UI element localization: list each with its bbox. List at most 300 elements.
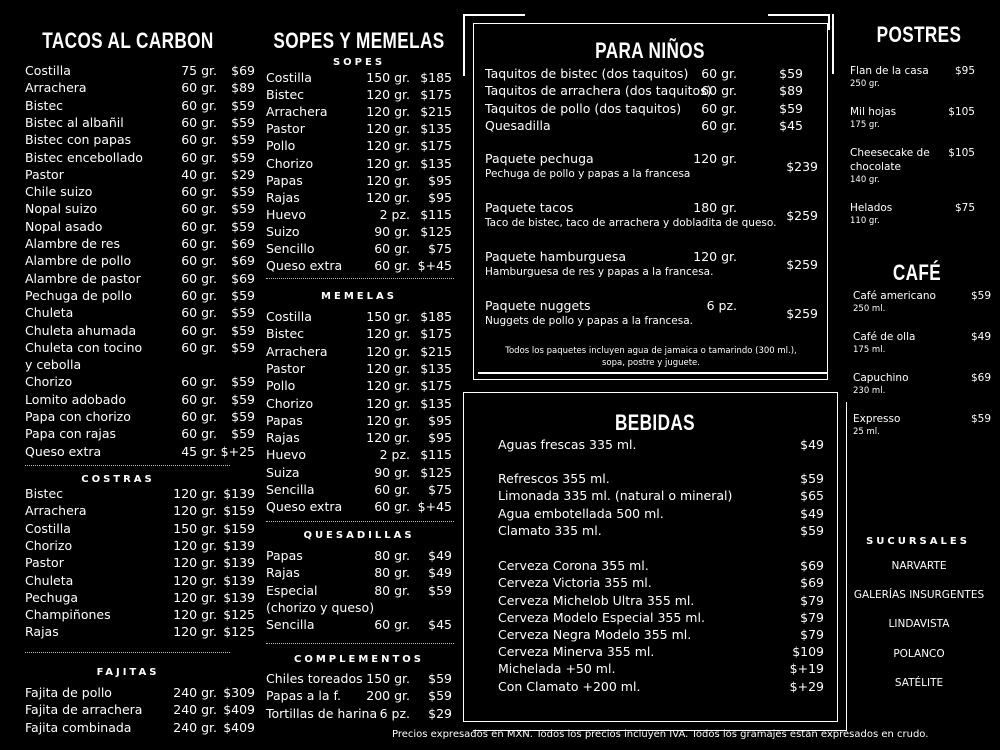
item-weight: 120 gr. bbox=[173, 555, 217, 571]
package-weight: 120 gr. bbox=[693, 249, 737, 264]
menu-item bbox=[25, 253, 255, 269]
menu-item bbox=[25, 201, 255, 217]
package-price: $239 bbox=[786, 159, 818, 174]
menu-item bbox=[25, 444, 255, 460]
item-name: Quesadilla bbox=[485, 117, 551, 133]
item-price: $59 bbox=[231, 97, 255, 113]
menu-item bbox=[25, 555, 255, 571]
item-weight: 60 gr. bbox=[181, 132, 217, 148]
dessert-weight: 250 gr. bbox=[850, 79, 880, 89]
item-weight: 120 gr. bbox=[173, 589, 217, 605]
drink-item bbox=[498, 488, 824, 504]
item-price: $+45 bbox=[417, 499, 452, 515]
item-name: Suizo bbox=[266, 223, 300, 239]
item-name: Queso extra bbox=[25, 443, 102, 459]
item-price: $135 bbox=[420, 155, 452, 171]
item-price: $185 bbox=[420, 309, 452, 324]
item-price: $59 bbox=[231, 374, 255, 390]
item-price: $215 bbox=[420, 104, 452, 120]
item-price: $59 bbox=[231, 287, 255, 303]
item-name: Chorizo bbox=[266, 155, 314, 171]
dessert-weight: 175 gr. bbox=[850, 120, 880, 130]
item-price: $59 bbox=[231, 391, 255, 407]
footer-note: Precios expresados en MXN. Todos los precios incluyen IVA. Todos los gramajes estan expresados en crudo. bbox=[392, 729, 929, 740]
item-name: Pastor bbox=[25, 166, 64, 182]
menu-item bbox=[266, 706, 452, 722]
item-weight: 80 gr. bbox=[374, 548, 410, 563]
subsection-complementos: COMPLEMENTOS bbox=[294, 654, 424, 665]
drink-item bbox=[498, 679, 824, 695]
menu-item bbox=[25, 305, 255, 321]
item-weight: 120 gr. bbox=[173, 572, 217, 588]
ninos-note: sopa, postre y juguete. bbox=[602, 358, 700, 368]
item-weight: 60 gr. bbox=[181, 218, 217, 234]
item-weight: 120 gr. bbox=[173, 503, 217, 519]
section-title-cafe: CAFÉ bbox=[892, 260, 942, 285]
package-name: Paquete nuggets bbox=[485, 298, 591, 313]
menu-item bbox=[25, 374, 255, 390]
item-price: $+45 bbox=[417, 258, 452, 274]
item-weight: 120 gr. bbox=[366, 360, 410, 376]
item-price: $59 bbox=[231, 426, 255, 442]
menu-item bbox=[266, 671, 452, 687]
item-name: Sencilla bbox=[266, 617, 315, 633]
ninos-note: Todos los paquetes incluyen agua de jamaica o tamarindo (300 ml.), bbox=[505, 346, 797, 356]
item-name: Alambre de res bbox=[25, 236, 120, 251]
coffee-name: Café americano bbox=[853, 290, 936, 302]
item-name: Huevo bbox=[266, 447, 307, 463]
menu-item bbox=[266, 224, 452, 240]
item-price: $139 bbox=[223, 589, 255, 605]
package-name: Paquete hamburguesa bbox=[485, 249, 627, 264]
item-price: $159 bbox=[223, 503, 255, 519]
package-desc: Hamburguesa de res y papas a la francesa. bbox=[485, 266, 714, 278]
item-price: $29 bbox=[231, 166, 255, 182]
item-price: $409 bbox=[223, 702, 255, 718]
drink-price: $69 bbox=[800, 575, 824, 590]
item-name: Pollo bbox=[266, 378, 296, 394]
menu-item bbox=[25, 132, 255, 148]
menu-item bbox=[25, 184, 255, 200]
item-weight: 60 gr. bbox=[181, 236, 217, 251]
item-name: Pastor bbox=[266, 121, 305, 137]
item-weight: 60 gr. bbox=[181, 80, 217, 96]
item-weight: 120 gr. bbox=[173, 624, 217, 640]
item-price: $139 bbox=[223, 572, 255, 588]
drink-price: $+19 bbox=[789, 661, 824, 676]
item-weight: 80 gr. bbox=[374, 565, 410, 581]
item-name: Papas bbox=[266, 172, 303, 188]
coffee-size: 250 ml. bbox=[853, 304, 886, 314]
drink-name: Agua embotellada 500 ml. bbox=[498, 506, 664, 521]
coffee-size: 25 ml. bbox=[853, 427, 880, 437]
item-price: $29 bbox=[428, 705, 452, 721]
package-desc: Taco de bistec, taco de arrachera y dobladita de queso. bbox=[485, 217, 777, 229]
menu-item bbox=[485, 118, 803, 134]
item-name: Sencilla bbox=[266, 482, 315, 497]
item-name: Champiñones bbox=[25, 607, 111, 623]
package-price: $259 bbox=[786, 208, 818, 223]
menu-item bbox=[266, 241, 452, 257]
package-desc: Pechuga de pollo y papas a la francesa bbox=[485, 168, 691, 180]
item-price: $95 bbox=[428, 430, 452, 446]
item-weight: 150 gr. bbox=[366, 309, 410, 324]
section-title-tacos: TACOS AL CARBON bbox=[42, 28, 214, 53]
item-weight: 6 pz. bbox=[379, 705, 410, 721]
dessert-price: $105 bbox=[948, 106, 975, 118]
item-weight: 120 gr. bbox=[366, 104, 410, 120]
item-weight: 60 gr. bbox=[181, 97, 217, 113]
item-name: Queso extra bbox=[266, 499, 343, 515]
item-name: Chuleta ahumada bbox=[25, 322, 137, 338]
item-weight: 60 gr. bbox=[701, 100, 737, 116]
drink-item bbox=[498, 627, 824, 643]
item-name: Fajita de arrachera bbox=[25, 702, 143, 718]
section-title-postres: POSTRES bbox=[876, 22, 962, 47]
item-price: $75 bbox=[428, 241, 452, 256]
menu-item bbox=[266, 87, 452, 103]
item-weight: 60 gr. bbox=[181, 270, 217, 286]
item-name: Lomito adobado bbox=[25, 391, 126, 407]
drink-item bbox=[498, 523, 824, 539]
item-weight: 60 gr. bbox=[374, 499, 410, 515]
menu-item bbox=[25, 115, 255, 131]
menu-item bbox=[485, 101, 803, 117]
item-weight: 150 gr. bbox=[366, 671, 410, 686]
menu-item bbox=[266, 482, 452, 498]
subsection-sucursales: SUCURSALES bbox=[866, 536, 970, 547]
item-name: Arrachera bbox=[25, 80, 87, 96]
menu-item bbox=[25, 624, 255, 640]
item-price: $59 bbox=[231, 305, 255, 321]
item-price: $409 bbox=[223, 719, 255, 735]
item-name: Costilla bbox=[25, 63, 71, 78]
menu-item bbox=[25, 426, 255, 442]
menu-item bbox=[266, 207, 452, 223]
item-price: $69 bbox=[231, 63, 255, 78]
coffee-size: 230 ml. bbox=[853, 386, 886, 396]
item-price: $69 bbox=[231, 253, 255, 269]
menu-item bbox=[25, 573, 255, 589]
item-price: $95 bbox=[428, 189, 452, 205]
item-weight: 60 gr. bbox=[181, 305, 217, 321]
menu-item bbox=[266, 378, 452, 394]
item-weight: 120 gr. bbox=[173, 607, 217, 623]
dessert-name: Helados bbox=[850, 202, 893, 214]
item-price: $135 bbox=[420, 360, 452, 376]
branch-name: LINDAVISTA bbox=[888, 618, 950, 630]
item-weight: 240 gr. bbox=[173, 702, 217, 718]
menu-item bbox=[25, 685, 255, 701]
menu-item bbox=[266, 70, 452, 86]
menu-item bbox=[266, 361, 452, 377]
item-name: Papa con rajas bbox=[25, 426, 117, 442]
item-name: Especial bbox=[266, 582, 318, 598]
menu-item bbox=[266, 499, 452, 515]
drink-price: $49 bbox=[800, 437, 824, 452]
item-name: Sencillo bbox=[266, 241, 315, 256]
item-weight: 60 gr. bbox=[181, 322, 217, 338]
section-title-bebidas: BEBIDAS bbox=[615, 410, 695, 435]
item-price: $59 bbox=[231, 184, 255, 200]
item-price: $59 bbox=[428, 688, 452, 704]
item-price: $95 bbox=[428, 412, 452, 428]
dessert-price: $75 bbox=[954, 202, 975, 214]
dotted-divider bbox=[25, 465, 230, 466]
item-weight: 90 gr. bbox=[374, 464, 410, 480]
item-price: $69 bbox=[231, 236, 255, 251]
item-price: $59 bbox=[779, 66, 803, 81]
item-price: $139 bbox=[223, 537, 255, 553]
item-name: Chorizo bbox=[266, 395, 314, 411]
dessert-price: $105 bbox=[948, 147, 975, 159]
branch-name: NARVARTE bbox=[891, 560, 947, 572]
drink-name: Refrescos 355 ml. bbox=[498, 471, 610, 486]
package-weight: 180 gr. bbox=[693, 200, 737, 215]
dotted-divider bbox=[266, 521, 454, 522]
menu-item bbox=[266, 688, 452, 704]
drink-name: Cerveza Negra Modelo 355 ml. bbox=[498, 627, 692, 642]
dessert-name: Mil hojas bbox=[850, 106, 897, 118]
dotted-divider bbox=[266, 643, 454, 644]
item-price: $59 bbox=[231, 149, 255, 165]
item-weight: 120 gr. bbox=[366, 395, 410, 411]
menu-item bbox=[266, 121, 452, 137]
item-price: $59 bbox=[428, 582, 452, 598]
menu-item bbox=[25, 357, 255, 373]
item-name: Taquitos de arrachera (dos taquitos) bbox=[485, 83, 712, 99]
menu-item bbox=[25, 607, 255, 623]
item-weight: 60 gr. bbox=[374, 617, 410, 633]
dessert-weight: 140 gr. bbox=[850, 175, 880, 185]
menu-item bbox=[25, 150, 255, 166]
item-name: Arrachera bbox=[25, 503, 87, 519]
item-weight: 120 gr. bbox=[366, 121, 410, 137]
item-name: Papa con chorizo bbox=[25, 409, 131, 424]
menu-item bbox=[266, 465, 452, 481]
item-price: $135 bbox=[420, 121, 452, 137]
item-price: $69 bbox=[231, 270, 255, 286]
menu-item bbox=[485, 83, 803, 99]
menu-item bbox=[25, 702, 255, 718]
item-price: $45 bbox=[779, 117, 803, 133]
drink-item bbox=[498, 506, 824, 522]
item-weight: 60 gr. bbox=[181, 426, 217, 442]
item-name: Tortillas de harina bbox=[266, 705, 378, 721]
menu-item bbox=[266, 447, 452, 463]
item-weight: 60 gr. bbox=[701, 117, 737, 133]
item-name: Fajita combinada bbox=[25, 719, 132, 735]
menu-item bbox=[25, 271, 255, 287]
drink-price: $65 bbox=[800, 488, 824, 503]
item-weight: 60 gr. bbox=[181, 339, 217, 355]
menu-item bbox=[266, 326, 452, 342]
drink-name: Cerveza Michelob Ultra 355 ml. bbox=[498, 593, 695, 608]
item-name: Chuleta con tocino bbox=[25, 339, 143, 355]
item-name: Chuleta bbox=[25, 305, 74, 321]
item-weight: 120 gr. bbox=[366, 172, 410, 188]
item-price: $59 bbox=[231, 201, 255, 217]
drink-name: Cerveza Modelo Especial 355 ml. bbox=[498, 610, 705, 625]
item-weight: 120 gr. bbox=[366, 87, 410, 103]
item-weight: 60 gr. bbox=[181, 149, 217, 165]
menu-item bbox=[25, 98, 255, 114]
menu-item bbox=[25, 409, 255, 425]
menu-item bbox=[25, 486, 255, 502]
menu-item bbox=[25, 63, 255, 79]
coffee-name: Café de olla bbox=[853, 331, 916, 343]
item-price: $95 bbox=[428, 172, 452, 188]
item-price: $89 bbox=[779, 83, 803, 99]
item-weight: 60 gr. bbox=[181, 374, 217, 390]
frame-corner bbox=[768, 14, 830, 30]
item-price: $175 bbox=[420, 378, 452, 394]
item-weight: 150 gr. bbox=[366, 70, 410, 85]
item-weight: 120 gr. bbox=[366, 189, 410, 205]
drink-price: $+29 bbox=[789, 679, 824, 694]
branch-name: GALERÍAS INSURGENTES bbox=[853, 589, 985, 601]
menu-item bbox=[266, 430, 452, 446]
dotted-divider bbox=[266, 278, 454, 279]
menu-item bbox=[266, 565, 452, 581]
item-price: $45 bbox=[428, 617, 452, 633]
item-name: Nopal suizo bbox=[25, 201, 98, 217]
item-weight: 40 gr. bbox=[181, 166, 217, 182]
item-name: Nopal asado bbox=[25, 218, 103, 234]
subsection-sopes: SOPES bbox=[332, 57, 386, 68]
frame-corner bbox=[463, 14, 465, 76]
package-weight: 6 pz. bbox=[706, 298, 737, 313]
item-name: Pechuga bbox=[25, 589, 79, 605]
item-name: Chorizo bbox=[25, 374, 73, 390]
coffee-name: Capuchino bbox=[853, 372, 909, 384]
menu-item bbox=[25, 503, 255, 519]
dotted-divider bbox=[25, 652, 230, 653]
item-price: $135 bbox=[420, 395, 452, 411]
menu-item bbox=[266, 309, 452, 325]
section-title-ninos: PARA NIÑOS bbox=[595, 38, 705, 63]
menu-item bbox=[266, 583, 452, 599]
package-weight: 120 gr. bbox=[693, 151, 737, 166]
item-weight: 60 gr. bbox=[181, 184, 217, 200]
menu-item bbox=[266, 138, 452, 154]
package-price: $259 bbox=[786, 257, 818, 272]
drink-price: $79 bbox=[800, 627, 824, 642]
coffee-name: Expresso bbox=[853, 413, 901, 425]
item-name: Chorizo bbox=[25, 537, 73, 553]
item-weight: 120 gr. bbox=[173, 486, 217, 501]
drink-price: $49 bbox=[800, 506, 824, 521]
item-weight: 120 gr. bbox=[366, 138, 410, 154]
item-name: Chile suizo bbox=[25, 184, 93, 200]
menu-item bbox=[25, 236, 255, 252]
package-desc: Nuggets de pollo y papas a la francesa. bbox=[485, 315, 693, 327]
item-price: $59 bbox=[231, 218, 255, 234]
drink-item bbox=[498, 610, 824, 626]
item-name: Bistec encebollado bbox=[25, 149, 143, 165]
item-weight: 2 pz. bbox=[379, 206, 410, 222]
item-price: $125 bbox=[223, 607, 255, 623]
drink-name: Con Clamato +200 ml. bbox=[498, 679, 641, 694]
item-price: $49 bbox=[428, 548, 452, 563]
item-weight: 240 gr. bbox=[173, 685, 217, 700]
item-name: Pastor bbox=[25, 555, 64, 571]
subsection-quesadillas: QUESADILLAS bbox=[303, 530, 415, 541]
item-weight: 60 gr. bbox=[181, 114, 217, 130]
item-weight: 60 gr. bbox=[181, 409, 217, 424]
drink-item bbox=[498, 644, 824, 660]
drink-item bbox=[498, 593, 824, 609]
item-weight: 120 gr. bbox=[366, 155, 410, 171]
item-weight: 60 gr. bbox=[374, 241, 410, 256]
menu-item bbox=[25, 720, 255, 736]
item-weight: 45 gr. bbox=[181, 443, 217, 459]
item-weight: 60 gr. bbox=[701, 83, 737, 99]
item-weight: 120 gr. bbox=[173, 537, 217, 553]
menu-item bbox=[25, 80, 255, 96]
menu-item bbox=[266, 104, 452, 120]
drink-name: Limonada 335 ml. (natural o mineral) bbox=[498, 488, 733, 503]
coffee-price: $49 bbox=[970, 331, 991, 343]
subsection-memelas: MEMELAS bbox=[321, 291, 397, 302]
item-name: (chorizo y queso) bbox=[266, 599, 375, 615]
menu-item bbox=[25, 538, 255, 554]
item-price: $175 bbox=[420, 87, 452, 103]
menu-item bbox=[25, 340, 255, 356]
item-weight: 200 gr. bbox=[366, 688, 410, 704]
drink-price: $109 bbox=[792, 644, 824, 659]
drink-price: $69 bbox=[800, 558, 824, 573]
branch-name: SATÉLITE bbox=[894, 677, 944, 689]
item-weight: 60 gr. bbox=[181, 391, 217, 407]
item-price: $159 bbox=[223, 520, 255, 536]
item-name: Bistec con papas bbox=[25, 132, 132, 148]
item-name: Bistec bbox=[266, 87, 305, 103]
item-price: $59 bbox=[231, 132, 255, 148]
dessert-name: Cheesecake de bbox=[850, 147, 930, 159]
frame-corner bbox=[463, 14, 525, 30]
item-weight: 60 gr. bbox=[701, 66, 737, 81]
menu-item bbox=[266, 344, 452, 360]
item-name: Costilla bbox=[266, 70, 312, 85]
menu-item bbox=[266, 413, 452, 429]
coffee-price: $59 bbox=[970, 413, 991, 425]
package-name: Paquete tacos bbox=[485, 200, 574, 215]
item-name: Taquitos de bistec (dos taquitos) bbox=[485, 66, 689, 81]
drink-item bbox=[498, 437, 824, 453]
drink-price: $59 bbox=[800, 523, 824, 538]
item-name: Chiles toreados bbox=[266, 671, 363, 686]
drink-name: Cerveza Minerva 355 ml. bbox=[498, 644, 655, 659]
item-weight: 80 gr. bbox=[374, 582, 410, 598]
item-name: y cebolla bbox=[25, 357, 82, 373]
item-weight: 120 gr. bbox=[366, 430, 410, 446]
coffee-price: $69 bbox=[970, 372, 991, 384]
coffee-price: $59 bbox=[970, 290, 991, 302]
item-name: Huevo bbox=[266, 206, 307, 222]
item-name: Papas a la f. bbox=[266, 688, 341, 704]
item-name: Pastor bbox=[266, 360, 305, 376]
item-price: $309 bbox=[223, 685, 255, 700]
item-price: $175 bbox=[420, 326, 452, 342]
subsection-costras: COSTRAS bbox=[81, 474, 155, 485]
item-weight: 240 gr. bbox=[173, 719, 217, 735]
item-name: Arrachera bbox=[266, 104, 328, 120]
item-name: Bistec bbox=[25, 97, 64, 113]
coffee-size: 175 ml. bbox=[853, 345, 886, 355]
menu-item bbox=[485, 66, 803, 82]
package-name: Paquete pechuga bbox=[485, 151, 594, 166]
